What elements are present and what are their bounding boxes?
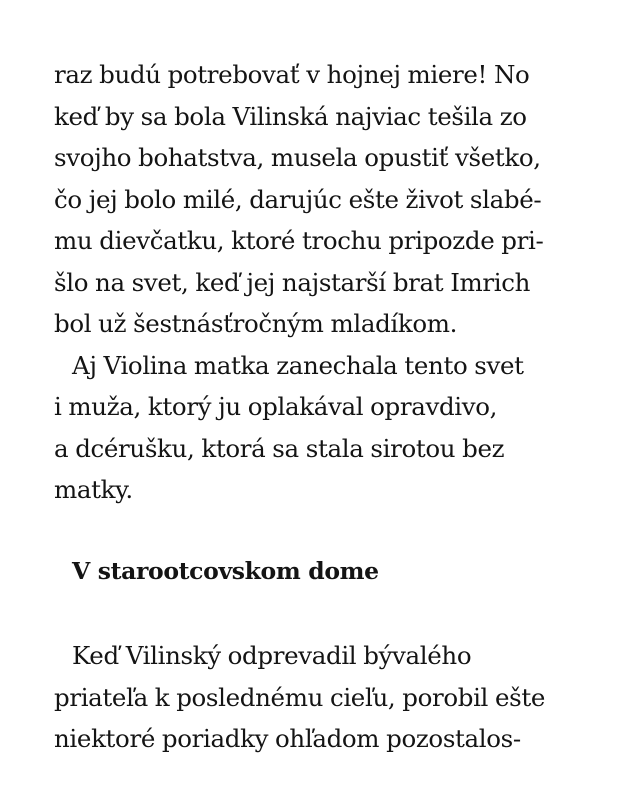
paragraph-2: [54, 345, 614, 511]
text-line: čo jej bolo milé, darujúc ešte život slabé-: [54, 184, 542, 214]
section-heading: V starootcovskom dome: [72, 556, 379, 585]
text-line: keď by sa bola Vilinská najviac tešila zo: [54, 101, 527, 131]
text-line: raz budú potrebovať v hojnej miere! No: [54, 60, 530, 89]
text-line: bol už šestnásťročným mladíkom.: [54, 309, 458, 338]
text-line: priateľa k poslednému cieľu, porobil ešte: [54, 682, 545, 712]
text-line: šlo na svet, keď jej najstarší brat Imrich: [54, 267, 531, 297]
text-line: mu dievčatku, ktoré trochu pripozde pri-: [54, 226, 544, 255]
book-page: [54, 54, 614, 760]
section-spacer: [54, 511, 614, 551]
text-line: Keď Vilinský odprevadil bývalého: [72, 641, 472, 670]
text-line: i muža, ktorý ju oplakával opravdivo,: [54, 392, 498, 421]
text-line: a dcérušku, ktorá sa stala sirotou bez: [54, 433, 505, 463]
paragraph-1: [54, 54, 614, 345]
text-line: niektoré poriadky ohľadom pozostalos-: [54, 724, 521, 753]
text-line: Aj Violina matka zanechala tento svet: [72, 350, 524, 380]
heading-spacer: [54, 592, 614, 635]
paragraph-3: [54, 635, 614, 760]
text-line: matky.: [54, 475, 133, 504]
text-line: svojho bohatstva, musela opustiť všetko,: [54, 143, 541, 172]
